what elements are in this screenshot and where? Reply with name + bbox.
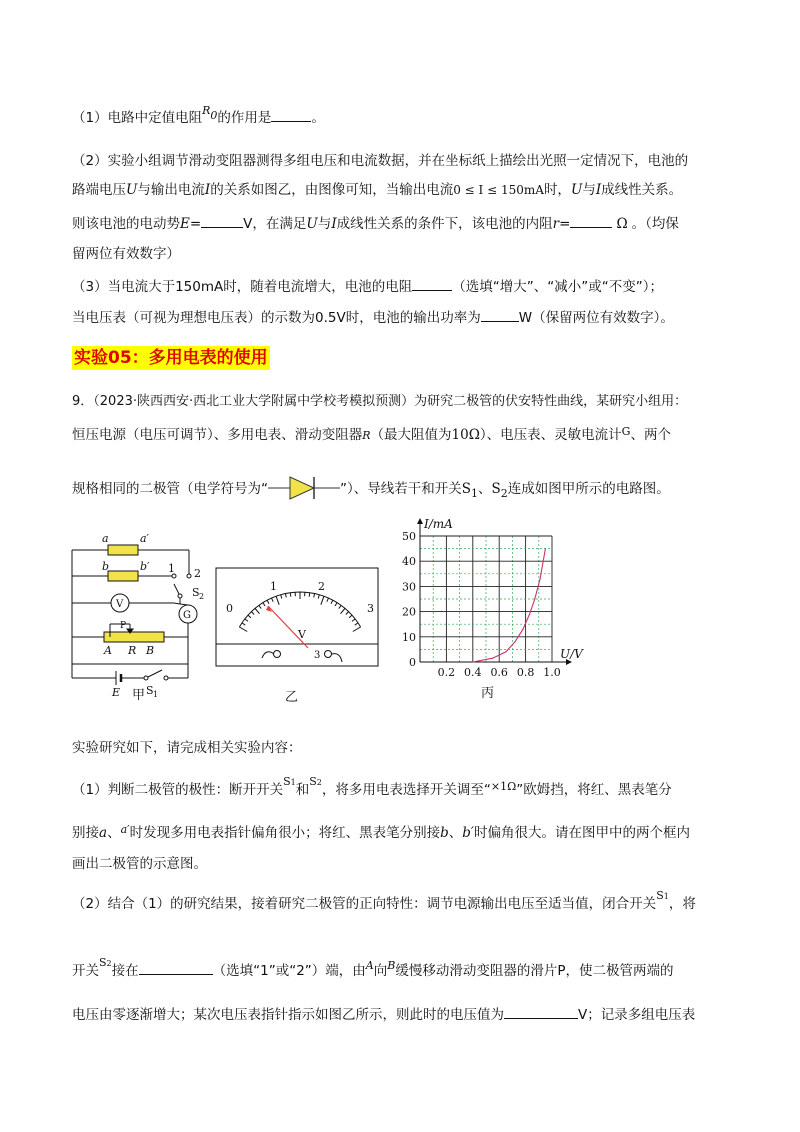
y-tick-label: 30 (402, 580, 416, 594)
data-point (540, 578, 541, 579)
data-point (534, 598, 535, 599)
voltage-blank[interactable] (504, 1004, 578, 1019)
data-point (492, 658, 493, 659)
svg-text:3: 3 (314, 650, 321, 661)
svg-text:V: V (116, 599, 124, 610)
svg-text:V: V (298, 628, 306, 641)
trend-blank[interactable] (412, 276, 452, 291)
svg-text:E: E (112, 686, 121, 699)
section-heading: 实验05：多用电表的使用 (74, 348, 268, 368)
x-tick-label: 0.8 (516, 666, 535, 679)
q9-part2-line1: （2）结合（1）的研究结果，接着研究二极管的正向特性：调节电源输出电压至适当值，闭合开关$^{S1}$，将 (72, 889, 696, 912)
caption-jia: 甲 (132, 688, 146, 703)
data-point (514, 641, 515, 642)
caption-yi: 乙 (285, 690, 299, 705)
q9-intro: 实验研究如下，请完成相关实验内容： (72, 740, 302, 756)
svg-text:S: S (146, 684, 154, 697)
svg-text:b: b (102, 560, 110, 573)
figure-circuit (64, 530, 224, 700)
power-blank[interactable] (481, 307, 519, 322)
resistance-blank[interactable] (570, 213, 612, 228)
q9-part1-line3: 画出二极管的示意图。 (72, 856, 207, 872)
iu-curve-series (473, 549, 546, 662)
q9-part2-line3: 电压由零逐渐增大；某次电压表指针指示如图乙所示，则此时的电压值为 V；记录多组电压表 (72, 1004, 695, 1025)
q9-part1-line1: （1）判断二极管的极性：断开开关$^{S1}$和$^{S2}$，将多用电表选择开关调至“$^{\times 1\Omega}$”欧姆挡，将红、黑表笔分 (72, 775, 672, 798)
data-point (505, 651, 506, 652)
q8-part3-line1: （3）当电流大于150mA时，随着电流增大，电池的电阻 （选填“增大”、“减小”或“不变”）； (72, 276, 663, 297)
svg-text:S: S (192, 586, 200, 599)
svg-text:2: 2 (318, 580, 325, 593)
data-point (522, 629, 523, 630)
data-point (472, 661, 473, 662)
svg-text:2: 2 (199, 592, 205, 601)
answer-blank[interactable] (271, 107, 311, 122)
x-tick-label: 1.0 (543, 666, 561, 679)
svg-text:b′: b′ (140, 560, 150, 573)
q9-line3: 规格相同的二极管（电学符号为“ ”）、导线若干和开关$S_1$、$S_2$连成如图甲所示的电路图。 (72, 475, 670, 501)
q8-part1: （1）电路中定值电阻$^{R0}$的作用是 。 (72, 104, 325, 126)
svg-text:0: 0 (226, 602, 233, 615)
q9-part2-line2: 开关$^{S2}$接在 （选填“1”或“2”）端，由$^A$向$^B$缓慢移动滑动变阻器的滑片P，使二极管两端的 (72, 956, 674, 979)
y-tick-label: 20 (402, 605, 416, 619)
q9-part1-line2: 别接a、$^{a'}$时发现多用电表指针偏角很小；将红、黑表笔分别接b、b′时偏角很大。请在图甲中的两个框内 (72, 823, 690, 841)
x-tick-label: 0.4 (464, 666, 482, 679)
svg-text:A: A (104, 644, 112, 657)
data-point (529, 614, 530, 615)
y-axis-label: I/mA (424, 517, 453, 531)
dial-tick (309, 593, 310, 597)
svg-text:G: G (183, 610, 191, 621)
diode-symbol-icon (268, 475, 340, 501)
q9-line1: 9．（2023·陕西西安·西北工业大学附属中学校考模拟预测）为研究二极管的伏安特性曲线，某研究小组用： (72, 394, 688, 409)
q8-part2-line1: （2）实验小组调节滑动变阻器测得多组电压和电流数据，并在坐标纸上描绘出光照一定情况下，电池的 (72, 153, 689, 169)
svg-text:a′: a′ (140, 532, 150, 545)
svg-text:3: 3 (367, 602, 374, 615)
terminal-blank[interactable] (139, 960, 213, 975)
y-tick-label: 40 (402, 555, 416, 569)
r0-symbol: R0 (202, 104, 218, 122)
svg-text:R: R (128, 644, 137, 657)
y-tick-label: 50 (402, 530, 416, 543)
caption-bing: 丙 (481, 686, 495, 701)
dial-tick (290, 593, 291, 597)
y-tick-label: 0 (409, 656, 416, 669)
x-axis-label: U/V (560, 647, 583, 661)
q9-line2: 恒压电源（电压可调节）、多用电表、滑动变阻器R（最大阻值为10Ω）、电压表、灵敏电流计$^G$、两个 (72, 425, 671, 443)
figure-iu-chart (396, 514, 596, 682)
emf-blank[interactable] (201, 213, 243, 228)
figure-voltmeter (214, 566, 382, 672)
q8-part2-line4: 留两位有效数字） (72, 246, 180, 262)
svg-text:1: 1 (270, 580, 277, 593)
x-tick-label: 0.2 (437, 666, 456, 679)
y-tick-label: 10 (402, 630, 416, 644)
q8-part2-line3: 则该电池的电动势E= V，在满足U与I成线性关系的条件下，该电池的内阻r= Ω 。（均保 (72, 213, 679, 234)
q8-part2-line2: 路端电压U与输出电流I的关系如图乙，由图像可知，当输出电流0 ≤ I ≤ 150mA时，U与I成线性关系。 (72, 182, 683, 198)
svg-text:a: a (102, 532, 109, 545)
svg-text:P: P (120, 621, 127, 631)
svg-text:2: 2 (194, 567, 201, 580)
svg-text:B: B (146, 644, 155, 657)
svg-text:1: 1 (168, 562, 175, 575)
q8-part3-line2: 当电压表（可视为理想电压表）的示数为0.5V时，电池的输出功率为 W（保留两位有效数字）。 (72, 307, 674, 328)
data-point (545, 548, 546, 549)
y-axis-arrow (417, 518, 423, 524)
x-tick-label: 0.6 (490, 666, 508, 679)
svg-text:1: 1 (153, 690, 159, 699)
